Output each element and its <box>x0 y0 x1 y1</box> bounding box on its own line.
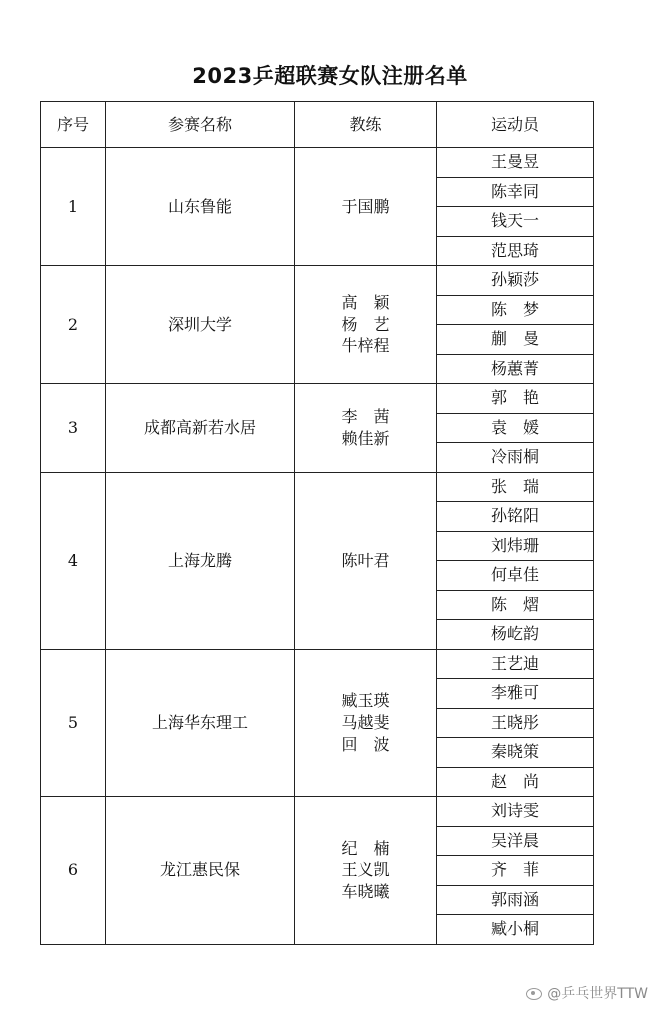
player-name: 王艺迪 <box>437 649 594 679</box>
coach-name: 回 波 <box>341 734 390 754</box>
team-number: 5 <box>41 649 106 797</box>
page-title: 2023乒超联赛女队注册名单 <box>192 64 468 88</box>
player-name: 郭雨涵 <box>437 885 594 915</box>
player-name: 杨蕙菁 <box>437 354 594 384</box>
player-name: 刘诗雯 <box>437 797 594 827</box>
header-row <box>41 102 594 148</box>
player-name: 王晓彤 <box>437 708 594 738</box>
coach-name: 高 颖 <box>341 293 390 313</box>
coach-name: 臧玉瑛 <box>341 691 390 711</box>
player-name: 陈幸同 <box>437 177 594 207</box>
player-name: 蒯 曼 <box>437 325 594 355</box>
team-coaches <box>295 384 437 473</box>
team-name: 上海华东理工 <box>106 649 295 797</box>
watermark <box>525 983 648 1003</box>
player-name: 李雅可 <box>437 679 594 709</box>
team-name: 上海龙腾 <box>106 472 295 649</box>
table-row <box>41 472 594 502</box>
player-name: 孙颖莎 <box>437 266 594 296</box>
team-number: 2 <box>41 266 106 384</box>
player-name: 吴洋晨 <box>437 826 594 856</box>
coach-name: 王义凯 <box>341 860 390 880</box>
coach-name: 纪 楠 <box>341 838 390 858</box>
player-name: 臧小桐 <box>437 915 594 945</box>
table-row <box>41 266 594 296</box>
coach-name: 马越斐 <box>341 712 390 732</box>
player-name: 范思琦 <box>437 236 594 266</box>
team-name: 龙江惠民保 <box>106 797 295 945</box>
team-name: 山东鲁能 <box>106 148 295 266</box>
coach-name: 车晓曦 <box>341 882 390 902</box>
header-team: 参赛名称 <box>106 102 295 148</box>
team-number: 3 <box>41 384 106 473</box>
coach-name: 赖佳新 <box>341 428 390 448</box>
team-coaches <box>295 472 437 649</box>
weibo-icon <box>525 986 543 1000</box>
player-name: 陈 熠 <box>437 590 594 620</box>
team-coaches <box>295 266 437 384</box>
player-name: 何卓佳 <box>437 561 594 591</box>
player-name: 袁 媛 <box>437 413 594 443</box>
player-name: 张 瑞 <box>437 472 594 502</box>
team-coaches <box>295 797 437 945</box>
team-coaches <box>295 148 437 266</box>
coach-name: 杨 艺 <box>341 314 390 334</box>
coach-name: 牛梓程 <box>341 336 390 356</box>
team-name: 深圳大学 <box>106 266 295 384</box>
team-number: 4 <box>41 472 106 649</box>
team-number: 6 <box>41 797 106 945</box>
roster-table <box>40 101 594 945</box>
player-name: 王曼昱 <box>437 148 594 178</box>
team-number: 1 <box>41 148 106 266</box>
roster-body <box>41 148 594 945</box>
player-name: 冷雨桐 <box>437 443 594 473</box>
table-row <box>41 797 594 827</box>
player-name: 郭 艳 <box>437 384 594 414</box>
table-row <box>41 384 594 414</box>
coach-name: 李 茜 <box>341 407 390 427</box>
coach-name: 陈叶君 <box>341 550 390 570</box>
player-name: 秦晓策 <box>437 738 594 768</box>
player-name: 孙铭阳 <box>437 502 594 532</box>
table-row <box>41 649 594 679</box>
header-player: 运动员 <box>437 102 594 148</box>
player-name: 刘炜珊 <box>437 531 594 561</box>
player-name: 杨屹韵 <box>437 620 594 650</box>
player-name: 齐 菲 <box>437 856 594 886</box>
player-name: 赵 尚 <box>437 767 594 797</box>
header-no: 序号 <box>41 102 106 148</box>
coach-name: 于国鹏 <box>341 196 390 216</box>
table-row <box>41 148 594 178</box>
team-coaches <box>295 649 437 797</box>
player-name: 陈 梦 <box>437 295 594 325</box>
header-coach: 教练 <box>295 102 437 148</box>
watermark-text: @乒乓世界TTW <box>547 986 648 1002</box>
team-name: 成都高新若水居 <box>106 384 295 473</box>
player-name: 钱天一 <box>437 207 594 237</box>
